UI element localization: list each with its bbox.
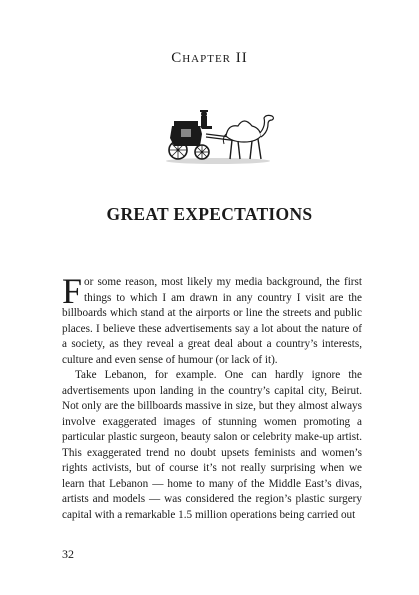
chapter-label: Chapter II [171, 50, 248, 66]
camel-drawn-carriage-icon [160, 104, 278, 166]
paragraph-2: Take Lebanon, for example. One can hardly ignore the advertisements upon landing in the country’s capital city, Beirut. Not only are the billboards massive in size, but they almost always involve exaggerated images of stunning women promoting a particular plastic surgeon, beauty salon or celebrity make-up artist. This exaggerated trend no doubt upsets feminists and women’s rights activists, but of course it’s not really surprising when we learn that Lebanon — home to many of the Middle East’s divas, artists and models — was considered the region’s plastic surgery capital with a remarkable 1.5 million operations being carried out [62, 369, 362, 521]
body-text [62, 271, 362, 523]
paragraph-1 [62, 271, 362, 368]
paragraph-1-text: or some reason, most likely my media background, the first things to which I am drawn in any country I visit are the billboards which stand at the airports or line the streets and public places. I believe these advertisements say a lot about the nature of a society, as they reveal a great deal about a country’s interests, culture and even sense of humour (or lack of it). [62, 276, 362, 366]
page-number: 32 [62, 547, 74, 561]
chapter-title: GREAT EXPECTATIONS [106, 204, 313, 224]
drop-cap: F [62, 271, 83, 311]
